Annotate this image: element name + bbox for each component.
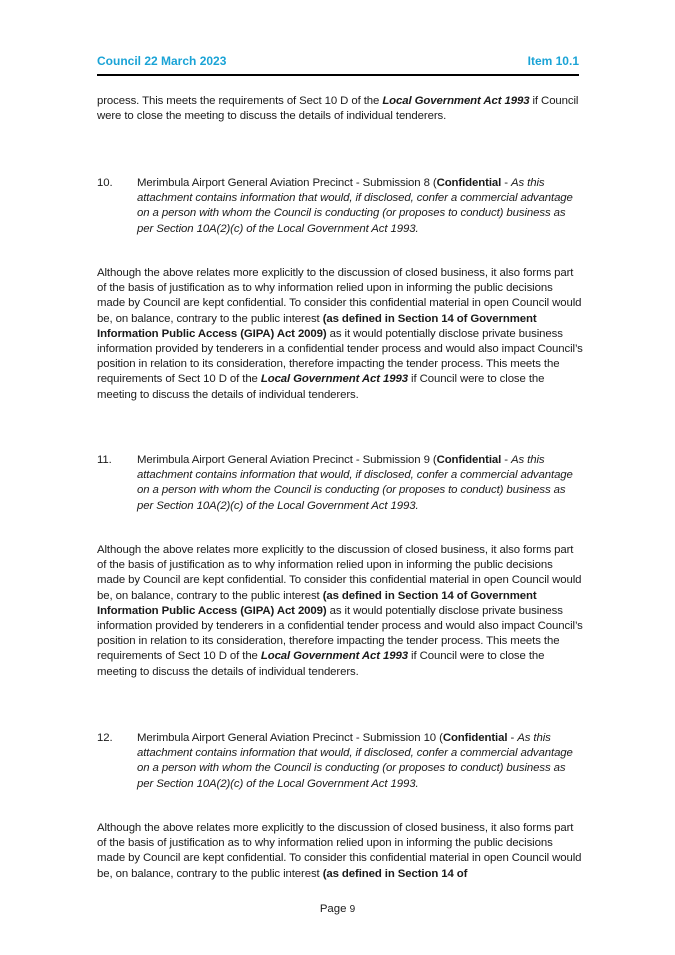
list-item-number: 11. — [97, 454, 112, 466]
act-name: Local Government Act 1993 — [382, 95, 530, 107]
list-item — [97, 453, 583, 514]
list-item-text: Merimbula Airport General Aviation Precinct - Submission 8 (Confidential - As this attachment contains information that would, if disclosed, confer a commercial advantage on a person with whom the Council is conducting (or proposes to conduct) business as per Section 10A(2)(c) of the Local Government Act 1993. — [137, 177, 573, 235]
justification-paragraph: Although the above relates more explicitly to the discussion of closed business, it also forms part of the basis of justification as to why information relied upon in informing the public decisions made by Council are kept confidential. To consider this confidential material in open Council would be, on balance, contrary to the public interest (as defined in Section 14 of — [97, 822, 582, 880]
list-item-text: Merimbula Airport General Aviation Precinct - Submission 10 (Confidential - As this attachment contains information that would, if disclosed, confer a commercial advantage on a person with whom the Council is conducting (or proposes to conduct) business as per Section 10A(2)(c) of the Local Government Act 1993. — [137, 732, 573, 790]
page-header — [97, 54, 579, 76]
page-number: 9 — [349, 904, 356, 915]
list-item-text: Merimbula Airport General Aviation Precinct - Submission 9 (Confidential - As this attachment contains information that would, if disclosed, confer a commercial advantage on a person with whom the Council is conducting (or proposes to conduct) business as per Section 10A(2)(c) of the Local Government Act 1993. — [137, 454, 573, 512]
opening-paragraph: process. This meets the requirements of Sect 10 D of the Local Government Act 1993 if Council were to close the meeting to discuss the details of individual tenderers. — [97, 95, 579, 123]
list-item-number: 12. — [97, 732, 113, 744]
justification-paragraph: Although the above relates more explicitly to the discussion of closed business, it also forms part of the basis of justification as to why information relied upon in informing the public decisions made by Council are kept confidential. To consider this confidential material in open Council would be, on balance, contrary to the public interest (as defined in Section 14 of Government Information Public Access (GIPA) Act 2009) as it would potentially disclose private business information provided by tenderers in a confidential tender process and would also impact Council’s position in relation to its consideration, therefore impacting the tender process. This meets the requirements of Sect 10 D of the Local Government Act 1993 if Council were to close the meeting to discuss the details of individual tenderers. — [97, 267, 583, 401]
page-footer — [0, 903, 675, 915]
list-item-number: 10. — [97, 177, 113, 189]
justification-paragraph: Although the above relates more explicitly to the discussion of closed business, it also forms part of the basis of justification as to why information relied upon in informing the public decisions made by Council are kept confidential. To consider this confidential material in open Council would be, on balance, contrary to the public interest (as defined in Section 14 of Government Information Public Access (GIPA) Act 2009) as it would potentially disclose private business information provided by tenderers in a confidential tender process and would also impact Council’s position in relation to its consideration, therefore impacting the tender process. This meets the requirements of Sect 10 D of the Local Government Act 1993 if Council were to close the meeting to discuss the details of individual tenderers. — [97, 544, 583, 678]
item-number: Item 10.1 — [527, 54, 579, 68]
meeting-title: Council 22 March 2023 — [97, 54, 227, 68]
page-label: Page — [319, 903, 347, 915]
list-item — [97, 731, 583, 792]
list-item — [97, 176, 583, 237]
